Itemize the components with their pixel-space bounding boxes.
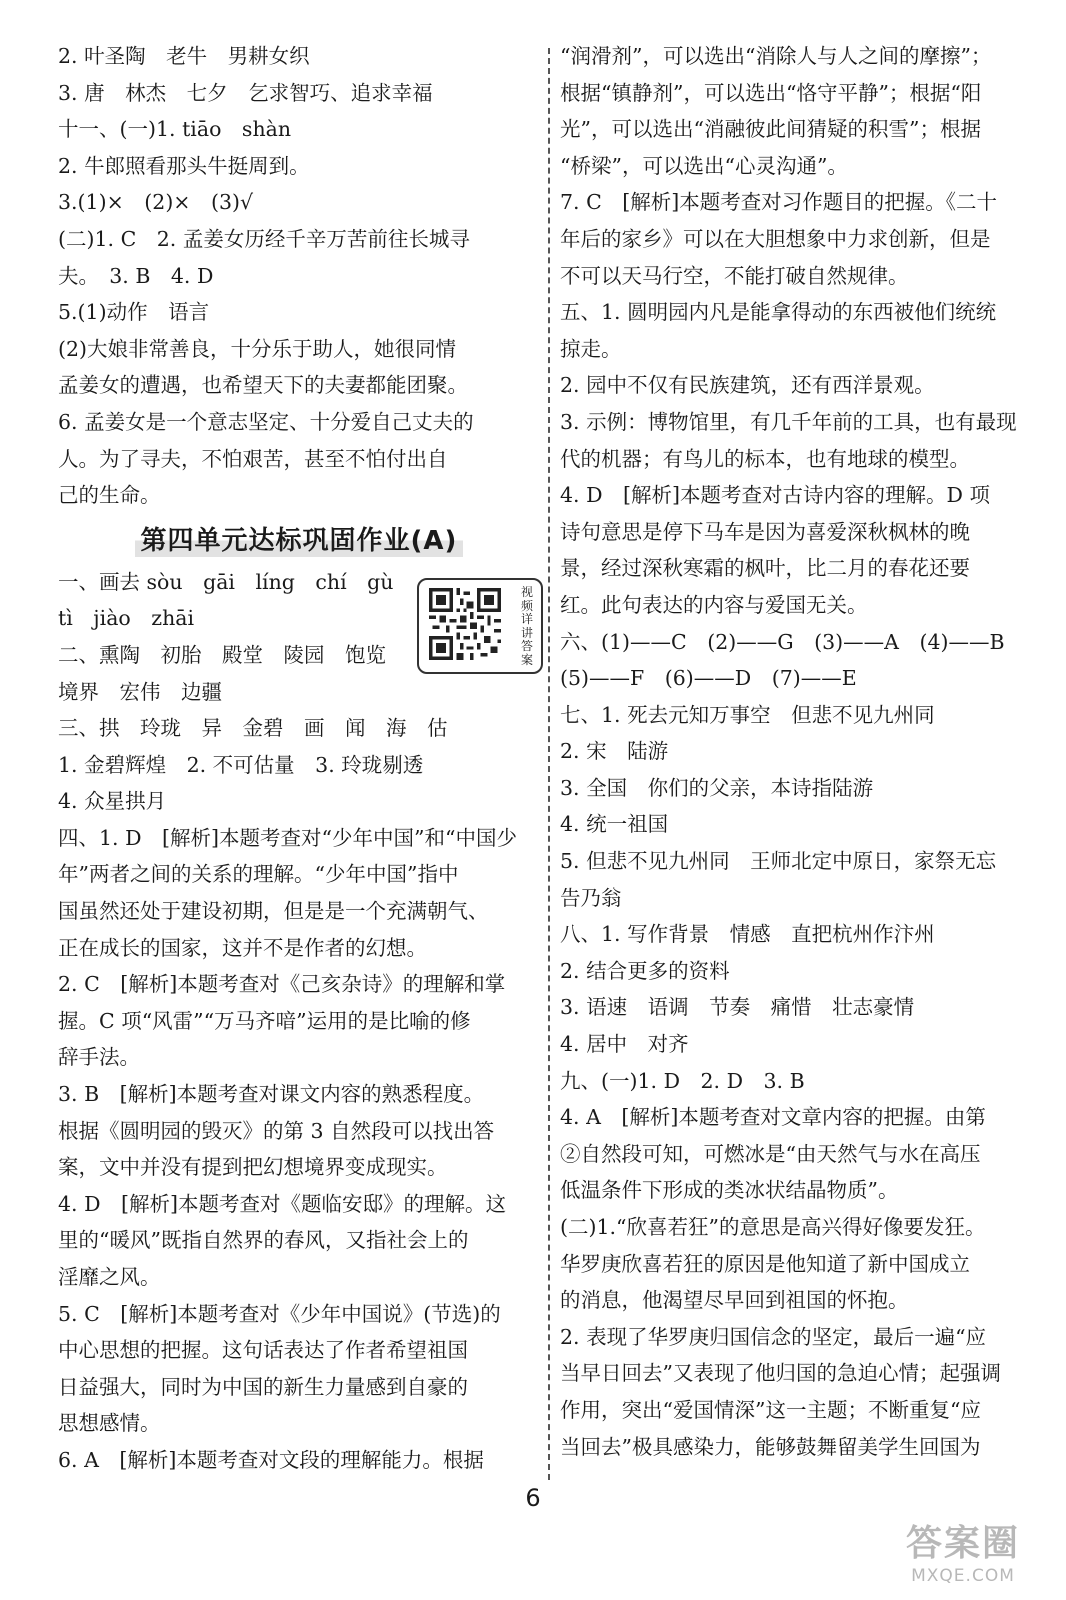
answer-line: 八、1. 写作背景 情感 直把杭州作汴州 [560,922,935,947]
answer-line: 4. 居中 对齐 [560,1032,689,1057]
answer-line: 中心思想的把握。这句话表达了作者希望祖国 [58,1338,468,1363]
answer-line: 2. 叶圣陶 老牛 男耕女织 [58,44,310,68]
answer-line: 淫靡之风。 [58,1265,161,1289]
answer-line: 3. 示例：博物馆里，有几千年前的工具，也有最现 [560,409,1017,434]
answer-line: 4. D [解析]本题考查对古诗内容的理解。D 项 [560,483,990,508]
answer-line: 5. C [解析]本题考查对《少年中国说》(节选)的 [58,1301,501,1326]
answer-line: 2. 园中不仅有民族建筑，还有西洋景观。 [560,373,935,398]
answer-line: “润滑剂”，可以选出“消除人与人之间的摩擦”； [560,44,992,68]
answer-line: 里的“暖风”既指自然界的春风，又指社会上的 [58,1228,469,1253]
answer-line: 一、画去 sòu gāi líng chí gù [58,569,394,594]
answer-line: 不可以天马行空，不能打破自然规律。 [560,263,909,288]
answer-line: 5. 但悲不见九州同 王师北定中原日，家祭无忘 [560,849,997,874]
answer-line: 年”两者之间的关系的理解。“少年中国”指中 [58,862,459,887]
answer-line: 2. 结合更多的资料 [560,958,730,983]
answer-line: (二)1.“欣喜若狂”的意思是高兴得好像要发狂。 [560,1215,986,1239]
answer-line: 3. 语速 语调 节奏 痛惜 壮志豪情 [560,995,915,1020]
answer-line: 华罗庚欣喜若狂的原因是他知道了新中国成立 [560,1251,970,1276]
answer-line: 4. A [解析]本题考查对文章内容的把握。由第 [560,1105,986,1130]
section-title: 第四单元达标巩固作业(A) [135,520,464,557]
page-number: 6 [525,1484,541,1512]
answer-line: 4. D [解析]本题考查对《题临安邸》的理解。这 [58,1191,507,1216]
qr-code-icon [429,588,501,660]
qr-label: 视频详讲答案 [520,585,533,667]
answer-line: 3. B [解析]本题考查对课文内容的熟悉程度。 [58,1082,485,1107]
answer-line: “桥梁”，可以选出“心灵沟通”。 [560,153,848,178]
answer-line: 正在成长的国家，这并不是作者的幻想。 [58,935,427,960]
answer-line: 5.(1)动作 语言 [58,300,210,325]
answer-line: (二)1. C 2. 孟姜女历经千辛万苦前往长城寻 [58,226,470,251]
watermark-logo [888,1515,1038,1586]
answer-line: 五、1. 圆明园内凡是能拿得动的东西被他们统统 [560,300,997,325]
right-answers [560,38,1050,1465]
answer-line: 九、(一)1. D 2. D 3. B [560,1068,805,1093]
answer-line: 4. 众星拱月 [58,789,167,814]
answer-line: 3.(1)× (2)× (3)√ [58,190,254,215]
answer-line: 3. 唐 林杰 七夕 乞求智巧、追求幸福 [58,80,433,105]
answer-line: 掠走。 [560,336,622,361]
answer-line: 六、(1)——C (2)——G (3)——A (4)——B [560,629,1005,654]
answer-line: 根据“镇静剂”，可以选出“恪守平静”；根据“阳 [560,80,982,105]
answer-line: 孟姜女的遭遇，也希望天下的夫妻都能团聚。 [58,373,468,398]
answer-line: 三、拱 玲珑 异 金碧 画 闻 海 估 [58,716,448,741]
answer-line: tì jiào zhāi [58,606,195,631]
answer-line: 二、熏陶 初胎 殿堂 陵园 饱览 [58,642,386,667]
answer-line: 作用，突出“爱国情深”这一主题；不断重复“应 [560,1397,981,1422]
answer-line: 4. 统一祖国 [560,812,669,837]
answer-line: 思想感情。 [58,1411,161,1436]
watermark-url: MXQE.COM [911,1566,1015,1586]
left-answers-after-title [58,564,540,1479]
answer-line: (2)大娘非常善良，十分乐于助人，她很同情 [58,336,457,361]
answer-line: 光”，可以选出“消融彼此间猜疑的积雪”；根据 [560,117,981,142]
left-answers-before-title [58,38,540,514]
answer-line: 景，经过深秋寒霜的枫叶，比二月的春花还要 [560,556,970,581]
answer-line: (5)——F (6)——D (7)——E [560,666,857,691]
answer-line: 1. 金碧辉煌 2. 不可估量 3. 玲珑剔透 [58,752,424,777]
answer-line: 7. C [解析]本题考查对习作题目的把握。《二十 [560,190,998,215]
answer-line: 代的机器；有鸟儿的标本，也有地球的模型。 [560,446,970,471]
answer-line: 3. 全国 你们的父亲，本诗指陆游 [560,775,874,800]
answer-line: 根据《圆明园的毁灭》的第 3 自然段可以找出答 [58,1118,495,1143]
answer-line: 辞手法。 [58,1045,140,1070]
answer-line: 四、1. D [解析]本题考查对“少年中国”和“中国少 [58,825,517,850]
answer-line: 案，文中并没有提到把幻想境界变成现实。 [58,1155,448,1180]
section-title-wrap [58,514,540,564]
column-divider [548,48,550,1480]
answer-line: ②自然段可知，可燃冰是“由天然气与水在高压 [560,1141,981,1166]
answer-line: 日益强大，同时为中国的新生力量感到自豪的 [58,1374,468,1399]
answer-line: 告乃翁 [560,885,622,910]
answer-line: 6. A [解析]本题考查对文段的理解能力。根据 [58,1447,484,1472]
answer-line: 2. C [解析]本题考查对《己亥杂诗》的理解和掌 [58,972,506,997]
answer-line: 2. 宋 陆游 [560,739,669,764]
answer-line: 国虽然还处于建设初期，但是是一个充满朝气、 [58,899,489,924]
answer-line: 十一、(一)1. tiāo shàn [58,117,292,142]
answer-line: 当早日回去”又表现了他归国的急迫心情；起强调 [560,1361,1001,1386]
answer-line: 人。为了寻夫，不怕艰苦，甚至不怕付出自 [58,446,448,471]
answer-line: 红。此句表达的内容与爱国无关。 [560,592,868,617]
answer-line: 夫。 3. B 4. D [58,263,214,288]
answer-line: 境界 宏伟 边疆 [58,679,222,704]
left-column [58,38,540,1479]
answer-line: 握。C 项“风雷”“万马齐喑”运用的是比喻的修 [58,1008,471,1033]
answer-line: 2. 表现了华罗庚归国信念的坚定，最后一遍“应 [560,1324,987,1349]
answer-line: 低温条件下形成的类冰状结晶物质”。 [560,1178,899,1203]
right-column [560,38,1050,1465]
answer-line: 2. 牛郎照看那头牛挺周到。 [58,153,310,178]
answer-line: 年后的家乡》可以在大胆想象中力求创新，但是 [560,226,991,251]
answer-line: 己的生命。 [58,483,161,508]
watermark-text: 答案圈 [905,1523,1020,1564]
qr-code-box[interactable] [417,578,543,674]
answer-line: 当回去”极具感染力，能够鼓舞留美学生回国为 [560,1434,981,1459]
answer-line: 6. 孟姜女是一个意志坚定、十分爱自己丈夫的 [58,409,474,434]
answer-line: 七、1. 死去元知万事空 但悲不见九州同 [560,702,935,727]
answer-line: 的消息，他渴望尽早回到祖国的怀抱。 [560,1288,909,1313]
answer-line: 诗句意思是停下马车是因为喜爱深秋枫林的晚 [560,519,970,544]
